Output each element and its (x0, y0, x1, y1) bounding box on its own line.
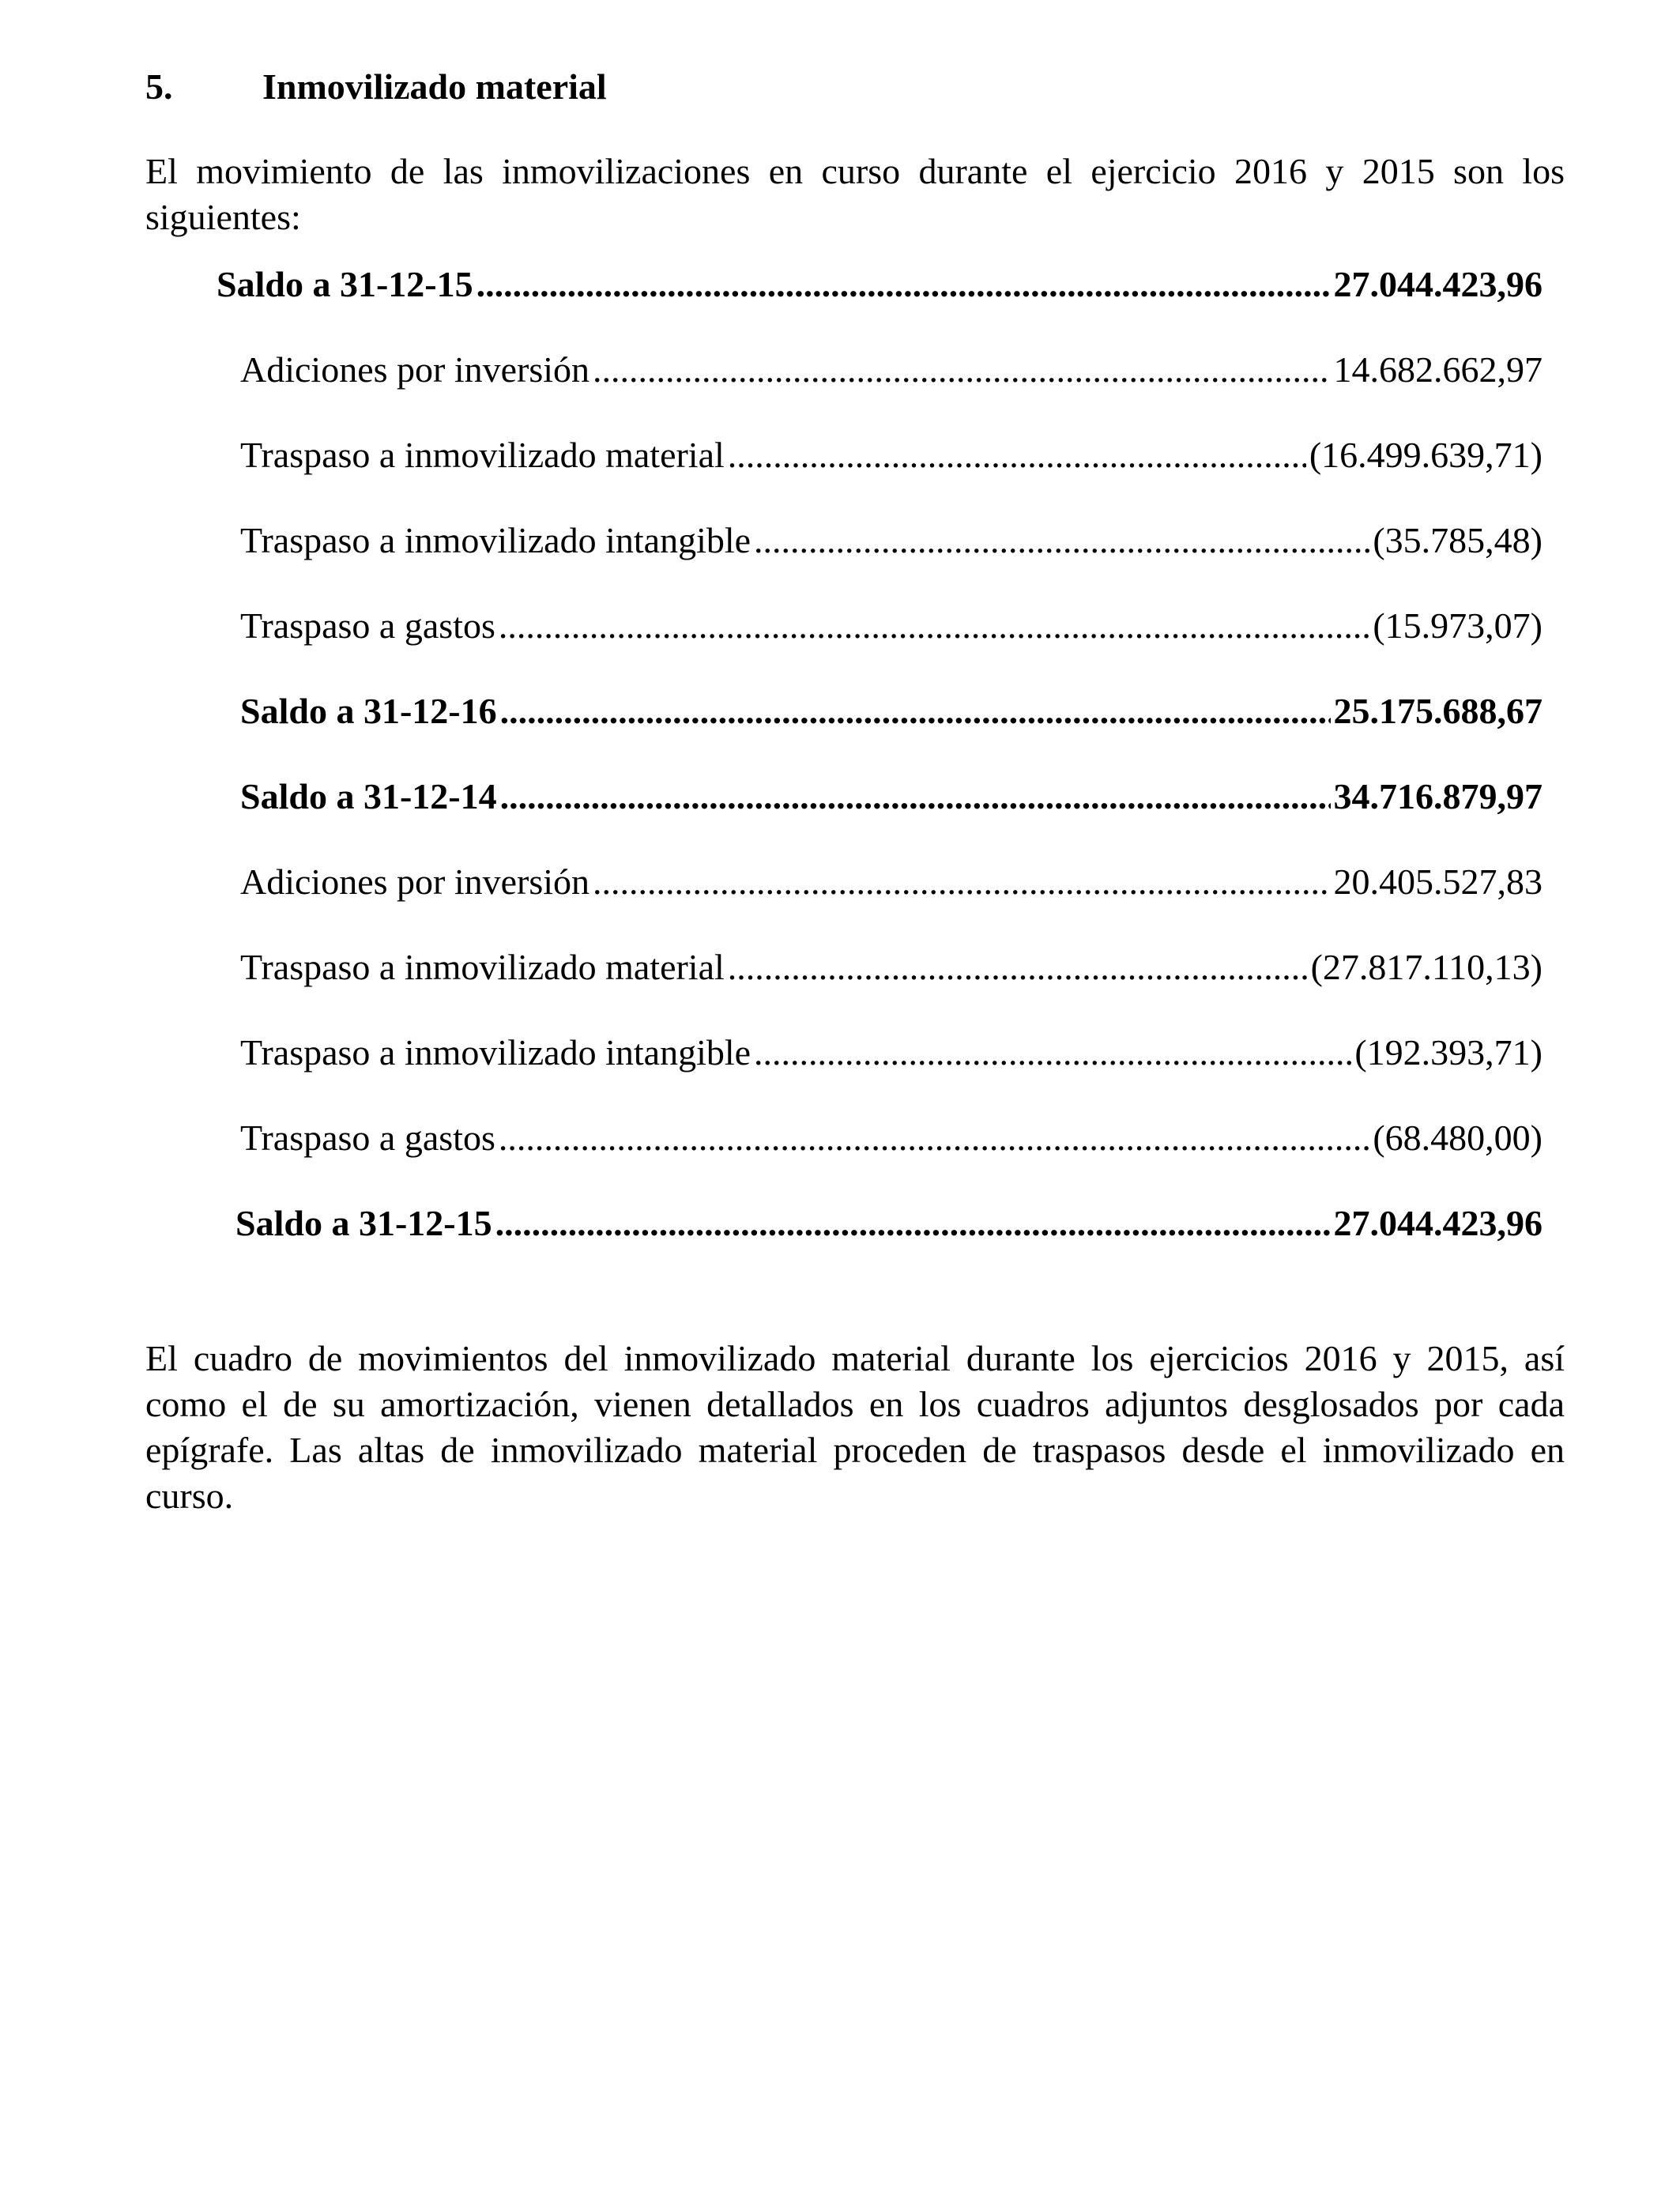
ledger-row (240, 602, 1543, 650)
row-amount: (35.785,48) (1373, 520, 1543, 560)
dot-leader (754, 1029, 1351, 1076)
dot-leader (754, 517, 1369, 564)
row-label: Traspaso a inmovilizado material (240, 435, 725, 475)
dot-leader (593, 346, 1330, 394)
dot-leader (728, 432, 1306, 479)
dot-leader (500, 688, 1331, 735)
row-label: Saldo a 31-12-15 (235, 1203, 492, 1243)
row-label: Traspaso a inmovilizado material (240, 947, 725, 987)
ledger-row (240, 517, 1543, 564)
dot-leader (728, 944, 1308, 991)
dot-leader (495, 1200, 1331, 1247)
row-amount: 20.405.527,83 (1333, 861, 1543, 902)
section-number: 5. (145, 66, 173, 107)
dot-leader (499, 1114, 1370, 1162)
row-amount: (192.393,71) (1354, 1032, 1543, 1072)
intro-paragraph: El movimiento de las inmovilizaciones en curso durante el ejercicio 2016 y 2015 son los siguientes: (145, 151, 1565, 237)
row-label: Saldo a 31-12-15 (217, 264, 473, 304)
row-amount: (16.499.639,71) (1309, 435, 1543, 475)
ledger-row (240, 944, 1543, 991)
row-amount: (15.973,07) (1373, 605, 1543, 646)
row-label: Saldo a 31-12-14 (240, 776, 497, 816)
ledger-row (240, 773, 1543, 820)
dot-leader (500, 773, 1331, 820)
section-title: Inmovilizado material (262, 66, 607, 107)
row-amount: 34.716.879,97 (1333, 776, 1543, 816)
ledger-row (235, 1200, 1543, 1247)
row-label: Traspaso a gastos (240, 1118, 495, 1158)
dot-leader (499, 602, 1370, 650)
row-label: Traspaso a gastos (240, 605, 495, 646)
ledger-row (240, 346, 1543, 394)
row-label: Adiciones por inversión (240, 861, 590, 902)
row-amount: 14.682.662,97 (1333, 349, 1543, 390)
row-label: Traspaso a inmovilizado intangible (240, 520, 751, 560)
row-label: Traspaso a inmovilizado intangible (240, 1032, 751, 1072)
dot-leader (593, 858, 1330, 906)
row-amount: (27.817.110,13) (1310, 947, 1543, 987)
ledger-row (240, 688, 1543, 735)
closing-paragraph: El cuadro de movimientos del inmovilizado material durante los ejercicios 2016 y 2015, así como el de su amortización, vienen detallados en los cuadros adjuntos desglosados por cada epígrafe. Las altas de inmovilizado material proceden de traspasos desde el inmovilizado en curso. (145, 1338, 1565, 1516)
ledger-row (240, 432, 1543, 479)
row-label: Adiciones por inversión (240, 349, 590, 390)
ledger-row (217, 261, 1543, 308)
row-amount: (68.480,00) (1373, 1118, 1543, 1158)
row-amount: 27.044.423,96 (1333, 264, 1543, 304)
row-amount: 27.044.423,96 (1333, 1203, 1543, 1243)
row-label: Saldo a 31-12-16 (240, 691, 497, 731)
row-amount: 25.175.688,67 (1333, 691, 1543, 731)
dot-leader (477, 261, 1331, 308)
ledger-row (240, 1114, 1543, 1162)
ledger-row (240, 1029, 1543, 1076)
ledger-row (240, 858, 1543, 906)
